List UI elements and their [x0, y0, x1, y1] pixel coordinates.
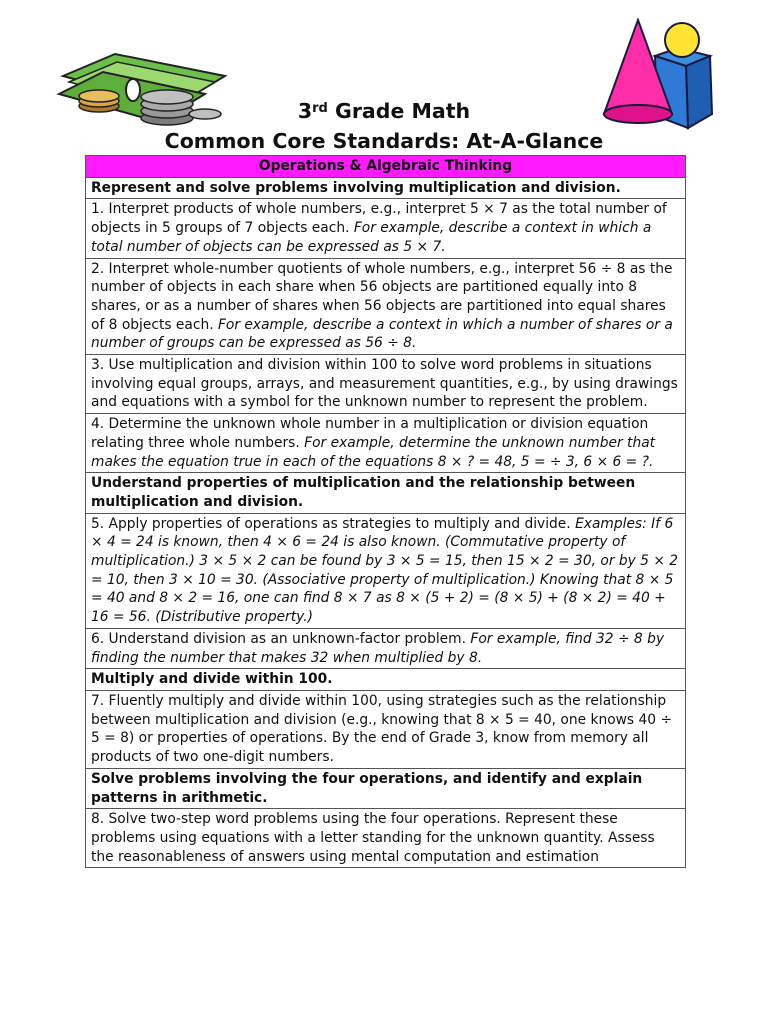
standard-example: Examples: If 6 × 4 = 24 is known, then 4 × 6 = 24 is also known. (Commutative property of multiplication.) 3 × 5 × 2 can be found by 3 × 5 = 15, then 15 × 2 = 30, or by 5 × 2 = 10, then 3 × 10 = 30. (Associative property of multiplication.) Knowing that 8 × 5 = 40 and 8 × 2 = 16, one can find 8 × 7 as 8 × (5 + 2) = (8 × 5) + (8 × 2) = 40 + 16 = 56. (Distributive property.)	[91, 515, 679, 626]
standard-cell	[86, 414, 686, 473]
grade-superscript: rd	[312, 101, 328, 116]
grade-number: 3	[297, 99, 313, 123]
domain-heading: Operations & Algebraic Thinking	[86, 156, 686, 178]
standard-cell	[86, 809, 686, 868]
grade-label: Grade Math	[327, 99, 471, 123]
standard-row	[86, 628, 686, 668]
cluster-heading: Represent and solve problems involving multiplication and division.	[86, 177, 686, 199]
standard-text: 4. Determine the unknown whole number in a multiplication or division equation relating three whole numbers.	[91, 416, 649, 451]
standard-row	[86, 809, 686, 868]
standard-text: 7. Fluently multiply and divide within 100, using strategies such as the relationship between multiplication and division (e.g., knowing that 8 × 5 = 40, one knows 40 ÷ 5 = 8) or properties of operations. By the end of Grade 3, know from memory all products of two one-digit numbers.	[91, 692, 673, 766]
standard-text: 5. Apply properties of operations as strategies to multiply and divide.	[91, 515, 576, 532]
standard-text: 3. Use multiplication and division within 100 to solve word problems in situations involving equal groups, arrays, and measurement quantities, e.g., by using drawings and equations with a symbol for the unknown number to represent the problem.	[91, 357, 678, 411]
standard-cell	[86, 628, 686, 668]
standard-example: For example, describe a context in which a number of shares or a number of groups can be expressed as 56 ÷ 8.	[91, 316, 673, 352]
standard-text: 8. Solve two-step word problems using the four operations. Represent these problems using equations with a letter standing for the unknown quantity. Assess the reasonableness of answers using mental computation and estimation	[91, 811, 655, 865]
standard-example: For example, determine the unknown number that makes the equation true in each of the equations 8 × ? = 48, 5 = ÷ 3, 6 × 6 = ?.	[91, 434, 656, 470]
cluster-row	[86, 473, 686, 513]
standard-row	[86, 355, 686, 414]
standard-cell	[86, 355, 686, 414]
standard-cell	[86, 199, 686, 258]
cluster-heading: Solve problems involving the four operations, and identify and explain patterns in arithmetic.	[86, 768, 686, 808]
cluster-row	[86, 669, 686, 691]
cluster-row	[86, 177, 686, 199]
standard-example: For example, find 32 ÷ 8 by finding the number that makes 32 when multiplied by 8.	[91, 630, 664, 666]
standards-table	[85, 155, 686, 868]
standard-cell	[86, 258, 686, 355]
standard-example: For example, describe a context in which a total number of objects can be expressed as 5 × 7.	[91, 220, 652, 255]
standard-cell	[86, 690, 686, 768]
cluster-heading: Multiply and divide within 100.	[86, 669, 686, 691]
grade-title	[0, 96, 768, 126]
cluster-heading: Understand properties of multiplication and the relationship between multiplication and division.	[86, 473, 686, 513]
cluster-row	[86, 768, 686, 808]
standard-cell	[86, 513, 686, 628]
standard-text: 6. Understand division as an unknown-factor problem.	[91, 630, 471, 647]
standard-text: 2. Interpret whole-number quotients of whole numbers, e.g., interpret 56 ÷ 8 as the number of objects in each share when 56 objects are partitioned equally into 8 shares, or as a number of shares when 56 objects are partitioned into equal shares of 8 objects each.	[91, 260, 673, 333]
standard-row	[86, 513, 686, 628]
standard-row	[86, 199, 686, 258]
page-subtitle: Common Core Standards: At-A-Glance	[164, 129, 604, 153]
domain-row	[86, 156, 686, 178]
standard-text: 1. Interpret products of whole numbers, e.g., interpret 5 × 7 as the total number of objects in 5 groups of 7 objects each.	[91, 201, 667, 237]
standard-row	[86, 414, 686, 473]
page-title	[0, 96, 768, 156]
standard-row	[86, 690, 686, 768]
standard-row	[86, 258, 686, 355]
